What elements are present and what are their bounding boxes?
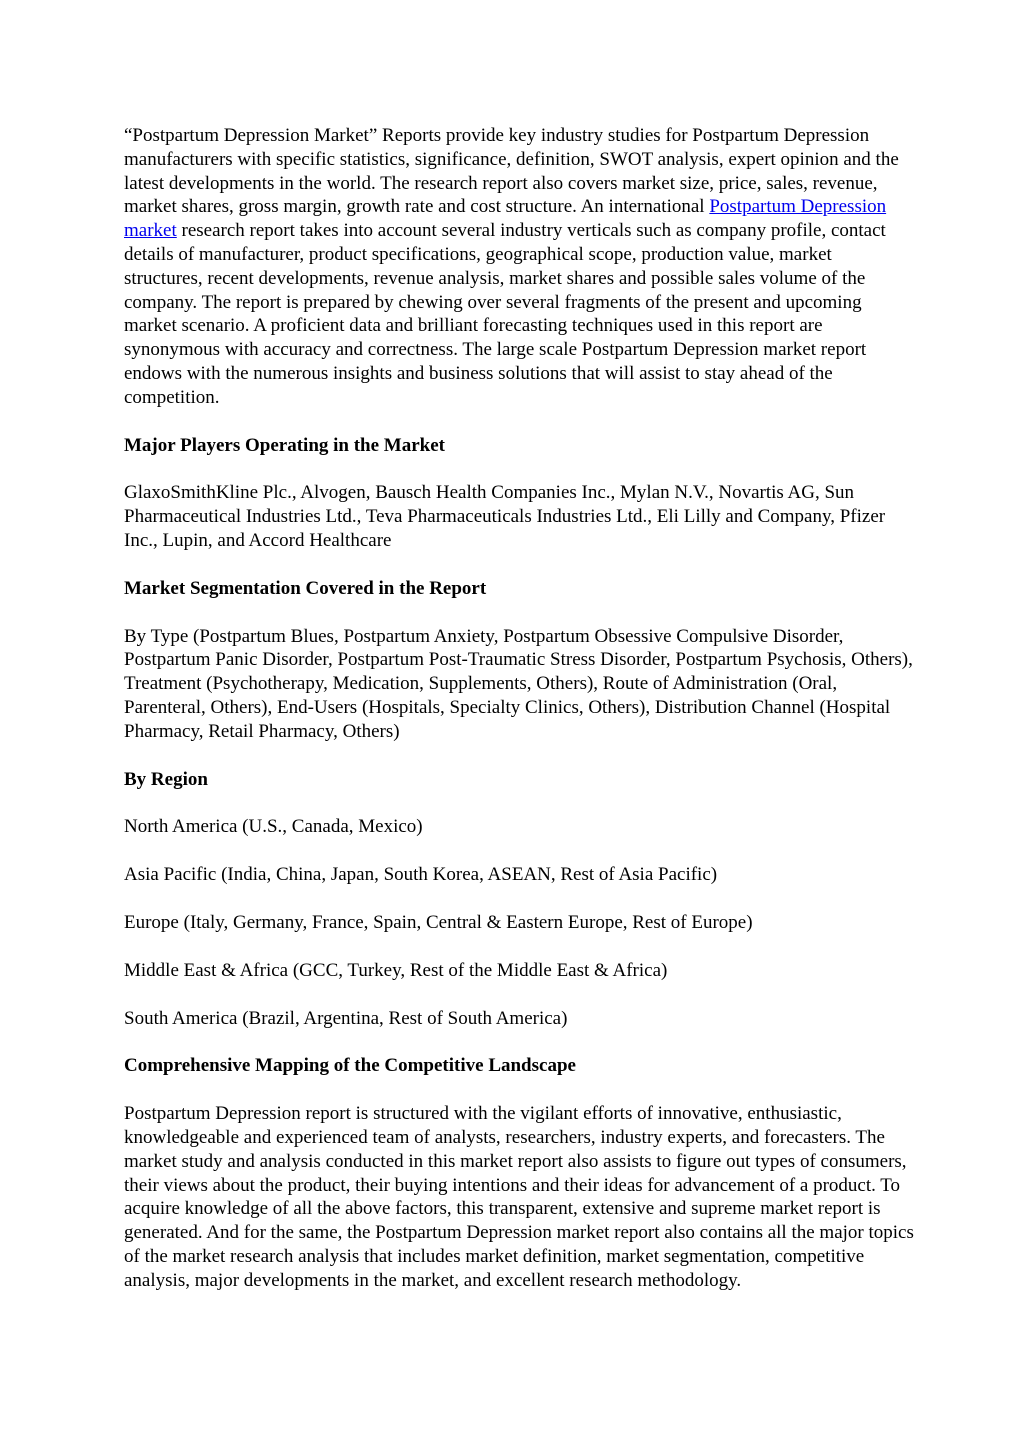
region-item-asia-pacific: Asia Pacific (India, China, Japan, South Korea, ASEAN, Rest of Asia Pacific) [124, 864, 718, 886]
intro-text-before-link: “Postpartum Depression Market” Reports provide key industry studies for Postpartum Depression manufacturers with specific statistics, significance, definition, SWOT analysis, expert opinion and the latest developments in the world. The research report also covers market size, price, sales, revenue, market shares, gross margin, growth rate and cost structure. An international [124, 125, 899, 218]
intro-paragraph [124, 124, 914, 410]
landscape-heading: Comprehensive Mapping of the Competitive Landscape [124, 1055, 576, 1077]
players-paragraph: GlaxoSmithKline Plc., Alvogen, Bausch Health Companies Inc., Mylan N.V., Novartis AG, Sun Pharmaceutical Industries Ltd., Teva Pharmaceuticals Industries Ltd., Eli Lilly and Company, Pfizer Inc., Lupin, and Accord Healthcare [124, 482, 886, 551]
document-page [124, 124, 914, 1316]
segmentation-paragraph: By Type (Postpartum Blues, Postpartum Anxiety, Postpartum Obsessive Compulsive Disorder, Postpartum Panic Disorder, Postpartum Post-Traumatic Stress Disorder, Postpartum Psychosis, Others), Treatment (Psychotherapy, Medication, Supplements, Others), Route of Administration (Oral, Parenteral, Others), End-Users (Hospitals, Specialty Clinics, Others), Distribution Channel (Hospital Pharmacy, Retail Pharmacy, Others) [124, 625, 913, 742]
region-item-south-america: South America (Brazil, Argentina, Rest of South America) [124, 1007, 568, 1029]
landscape-paragraph: Postpartum Depression report is structured with the vigilant efforts of innovative, enthusiastic, knowledgeable and experienced team of analysts, researchers, industry experts, and forecasters. The market study and analysis conducted in this market report also assists to figure out types of consumers, their views about the product, their buying intentions and their ideas for advancement of a product. To acquire knowledge of all the above factors, this transparent, extensive and supreme market report is generated. And for the same, the Postpartum Depression market report also contains all the major topics of the market research analysis that includes market definition, market segmentation, competitive analysis, major developments in the market, and excellent research methodology. [124, 1103, 914, 1291]
region-heading: By Region [124, 768, 208, 790]
postpartum-depression-market-link[interactable]: Postpartum Depression market [124, 196, 887, 242]
region-item-north-america: North America (U.S., Canada, Mexico) [124, 816, 423, 838]
region-item-europe: Europe (Italy, Germany, France, Spain, Central & Eastern Europe, Rest of Europe) [124, 911, 753, 933]
region-item-middle-east-africa: Middle East & Africa (GCC, Turkey, Rest of the Middle East & Africa) [124, 959, 668, 981]
players-heading: Major Players Operating in the Market [124, 434, 445, 456]
intro-text-after-link: research report takes into account several industry verticals such as company profile, contact details of manufacturer, product specifications, geographical scope, production value, market structures, recent developments, revenue analysis, market shares and possible sales volume of the company. The report is prepared by chewing over several fragments of the present and upcoming market scenario. A proficient data and brilliant forecasting techniques used in this report are synonymous with accuracy and correctness. The large scale Postpartum Depression market report endows with the numerous insights and business solutions that will assist to stay ahead of the competition. [124, 220, 886, 408]
segmentation-heading: Market Segmentation Covered in the Report [124, 577, 487, 599]
